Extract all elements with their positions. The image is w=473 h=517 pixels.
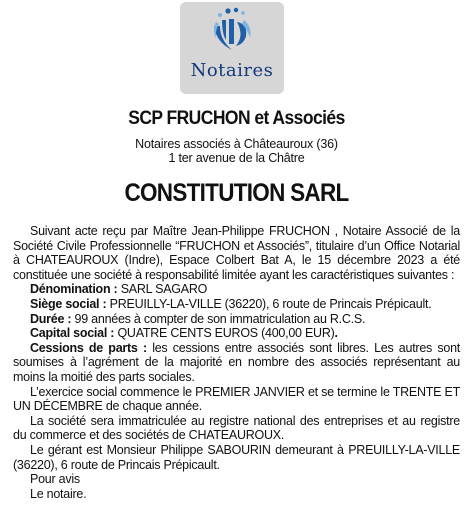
denomination-value: SARL SAGARO xyxy=(117,282,208,297)
notice-body xyxy=(13,224,460,501)
firm-address: 1 ter avenue de la Châtre xyxy=(168,151,305,165)
gerant-paragraph: Le gérant est Monsieur Philippe SABOURIN demeurant à PREUILLY-LA-VILLE (36220), 6 route de Princais Prépicault. xyxy=(13,442,460,472)
firm-subtitle: Notaires associés à Châteauroux (36) xyxy=(135,137,338,151)
pour-avis: Pour avis xyxy=(30,472,80,487)
denomination-label: Dénomination : xyxy=(30,282,118,297)
exercice-paragraph: L’exercice social commence le PREMIER JANVIER et se termine le TRENTE ET UN DÉCEMBRE de chaque année. xyxy=(13,384,460,414)
denomination-line xyxy=(13,282,460,297)
capital-label: Capital social : xyxy=(30,326,115,341)
firm-name: SCP FRUCHON et Associés xyxy=(128,108,345,129)
notaires-emblem-icon xyxy=(206,6,258,58)
siege-value: PREUILLY-LA-VILLE (36220), 6 route de Princais Prépicault. xyxy=(106,296,432,311)
duree-label: Durée : xyxy=(30,311,72,326)
notice-title: CONSTITUTION SARL xyxy=(124,179,349,207)
cessions-label: Cessions de parts : xyxy=(30,340,147,355)
siege-label: Siège social : xyxy=(30,296,107,311)
cessions-paragraph xyxy=(13,341,460,385)
logo-wordmark: Notaires xyxy=(190,60,274,81)
intro-paragraph: Suivant acte reçu par Maître Jean-Philippe FRUCHON , Notaire Associé de la Société Civile Professionnelle “FRUCHON et Associés”, titulaire d’un Office Notarial à CHATEAUROUX (Indre), Espace Colbert Bat A, le 15 décembre 2023 a été constituée une société à responsabilité limitée ayant les caractéristiques suivantes : xyxy=(13,224,460,282)
capital-line xyxy=(13,326,460,341)
signature: Le notaire. xyxy=(30,486,87,501)
duree-line xyxy=(13,312,460,327)
registre-paragraph: La société sera immatriculée au registre national des entreprises et au registre du commerce et des sociétés de CHATEAUROUX. xyxy=(13,413,460,443)
notaires-logo xyxy=(180,2,284,94)
duree-value: 99 années à compter de son immatriculation au R.C.S. xyxy=(71,311,366,326)
siege-line xyxy=(13,297,460,312)
cessions-value: les cessions entre associés sont libres. Les autres sont soumises à l’agrément de la majorité en nombre des associés représentant au moins la moitié des parts sociales. xyxy=(13,340,460,384)
capital-value: QUATRE CENTS EUROS (400,00 EUR) xyxy=(114,326,335,341)
capital-end: . xyxy=(334,326,338,341)
